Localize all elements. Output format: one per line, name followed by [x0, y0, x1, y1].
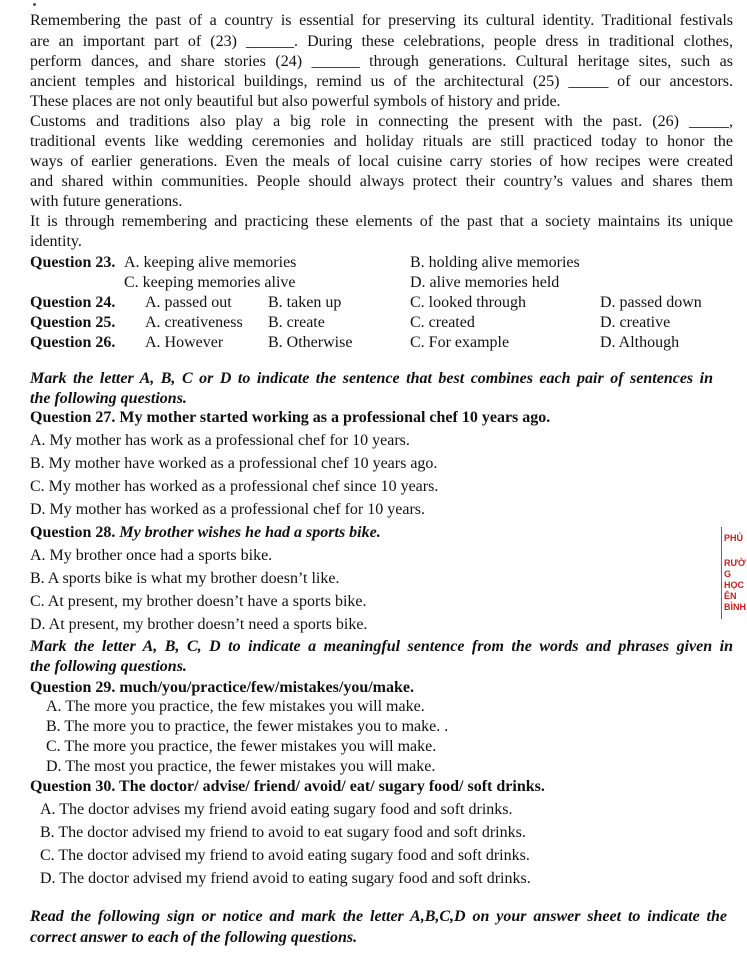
answer-option[interactable]: D. creative — [600, 314, 671, 331]
answer-option[interactable]: D. My mother has worked as a professional chef for 10 years. — [30, 501, 425, 518]
answer-option[interactable]: C. keeping memories alive — [124, 274, 296, 291]
section-instruction: the following questions. — [30, 390, 187, 407]
answer-option[interactable]: A. passed out — [145, 294, 232, 311]
answer-option[interactable]: B. Otherwise — [268, 334, 353, 351]
answer-option[interactable]: C. looked through — [410, 294, 526, 311]
passage-line: ways of earlier generations. Even the meals of local cuisine carry stories of how recipes were created — [30, 153, 733, 170]
question-stem: Question 30. The doctor/ advise/ friend/ avoid/ eat/ sugary food/ soft drinks. — [30, 778, 545, 795]
stamp-text: ÊN BÌNH — [724, 591, 746, 612]
passage-line: Customs and traditions also play a big role in connecting the present with the past. (26) _____, — [30, 113, 733, 130]
answer-option[interactable]: C. created — [410, 314, 475, 331]
answer-option[interactable]: D. Although — [600, 334, 680, 351]
answer-option[interactable]: C. The doctor advised my friend to avoid eating sugary food and soft drinks. — [40, 847, 530, 864]
passage-line: identity. — [30, 233, 82, 250]
answer-option[interactable]: A. My brother once had a sports bike. — [30, 547, 273, 564]
question-label: Question 23. — [30, 254, 116, 271]
answer-option[interactable]: A. creativeness — [145, 314, 243, 331]
passage-line: Remembering the past of a country is essential for preserving its cultural identity. Traditional festivals — [30, 12, 733, 29]
stamp-text: RƯỜ — [724, 558, 746, 568]
answer-option[interactable]: C. At present, my brother doesn’t have a sports bike. — [30, 593, 367, 610]
passage-line: and shared within communities. People should always protect their country’s values and shares them — [30, 173, 733, 190]
question-label: Question 26. — [30, 334, 116, 351]
school-stamp — [721, 527, 747, 619]
answer-option[interactable]: D. alive memories held — [410, 274, 560, 291]
answer-option[interactable]: A. The more you practice, the few mistakes you will make. — [46, 698, 425, 715]
answer-option[interactable]: B. holding alive memories — [410, 254, 580, 271]
passage-line: with future generations. — [30, 193, 183, 210]
answer-option[interactable]: B. The doctor advised my friend to avoid to eat sugary food and soft drinks. — [40, 824, 526, 841]
question-stem: Question 27. My mother started working as a professional chef 10 years ago. — [30, 409, 551, 426]
answer-option[interactable]: B. My mother have worked as a professional chef 10 years ago. — [30, 455, 438, 472]
section-instruction: the following questions. — [30, 658, 187, 675]
answer-option[interactable]: A. keeping alive memories — [124, 254, 297, 271]
passage-line: perform dances, and share stories (24) ______ through generations. Cultural heritage sites, such as — [30, 53, 733, 70]
scan-dot — [33, 3, 36, 6]
answer-option[interactable]: B. create — [268, 314, 325, 331]
question-label: Question 25. — [30, 314, 116, 331]
passage-line: ancient temples and historical buildings, remind us of the architectural (25) _____ of our ancestors. — [30, 73, 733, 90]
question-label: Question 24. — [30, 294, 116, 311]
section-instruction: Read the following sign or notice and mark the letter A,B,C,D on your answer sheet to indicate the — [30, 908, 727, 925]
passage-line: These places are not only beautiful but also powerful symbols of history and pride. — [30, 93, 561, 110]
answer-option[interactable]: D. passed down — [600, 294, 702, 311]
question-label: Question 28. — [30, 524, 116, 541]
answer-option[interactable]: D. At present, my brother doesn’t need a sports bike. — [30, 616, 368, 633]
answer-option[interactable]: D. The most you practice, the fewer mistakes you will make. — [46, 758, 436, 775]
answer-option[interactable]: C. For example — [410, 334, 510, 351]
section-instruction: Mark the letter A, B, C, D to indicate a meaningful sentence from the words and phrases given in — [30, 638, 733, 655]
answer-option[interactable]: A. The doctor advises my friend avoid eating sugary food and soft drinks. — [40, 801, 513, 818]
question-stem: Question 29. much/you/practice/few/mistakes/you/make. — [30, 679, 414, 696]
passage-line: traditional events like wedding ceremonies and holiday rituals are still practiced today to honor the — [30, 133, 733, 150]
passage-line: It is through remembering and practicing these elements of the past that a society maintains its unique — [30, 213, 733, 230]
answer-option[interactable]: A. My mother has work as a professional chef for 10 years. — [30, 432, 410, 449]
answer-option[interactable]: D. The doctor advised my friend avoid to eating sugary food and soft drinks. — [40, 870, 531, 887]
answer-option[interactable]: B. The more you to practice, the fewer mistakes you to make. . — [46, 718, 449, 735]
stamp-text: G HỌC — [724, 569, 744, 590]
section-instruction: correct answer to each of the following questions. — [30, 929, 358, 946]
stamp-text: PHỦ — [724, 533, 744, 543]
answer-option[interactable]: B. A sports bike is what my brother doesn’t like. — [30, 570, 340, 587]
question-text: My brother wishes he had a sports bike. — [119, 524, 381, 541]
question-stem — [30, 523, 381, 543]
passage-line: are an important part of (23) ______. During these celebrations, people dress in traditional clothes, — [30, 33, 733, 50]
answer-option[interactable]: C. My mother has worked as a professional chef since 10 years. — [30, 478, 439, 495]
answer-option[interactable]: A. However — [145, 334, 224, 351]
section-instruction: Mark the letter A, B, C or D to indicate the sentence that best combines each pair of sentences in — [30, 370, 713, 387]
answer-option[interactable]: B. taken up — [268, 294, 342, 311]
answer-option[interactable]: C. The more you practice, the fewer mistakes you will make. — [46, 738, 437, 755]
